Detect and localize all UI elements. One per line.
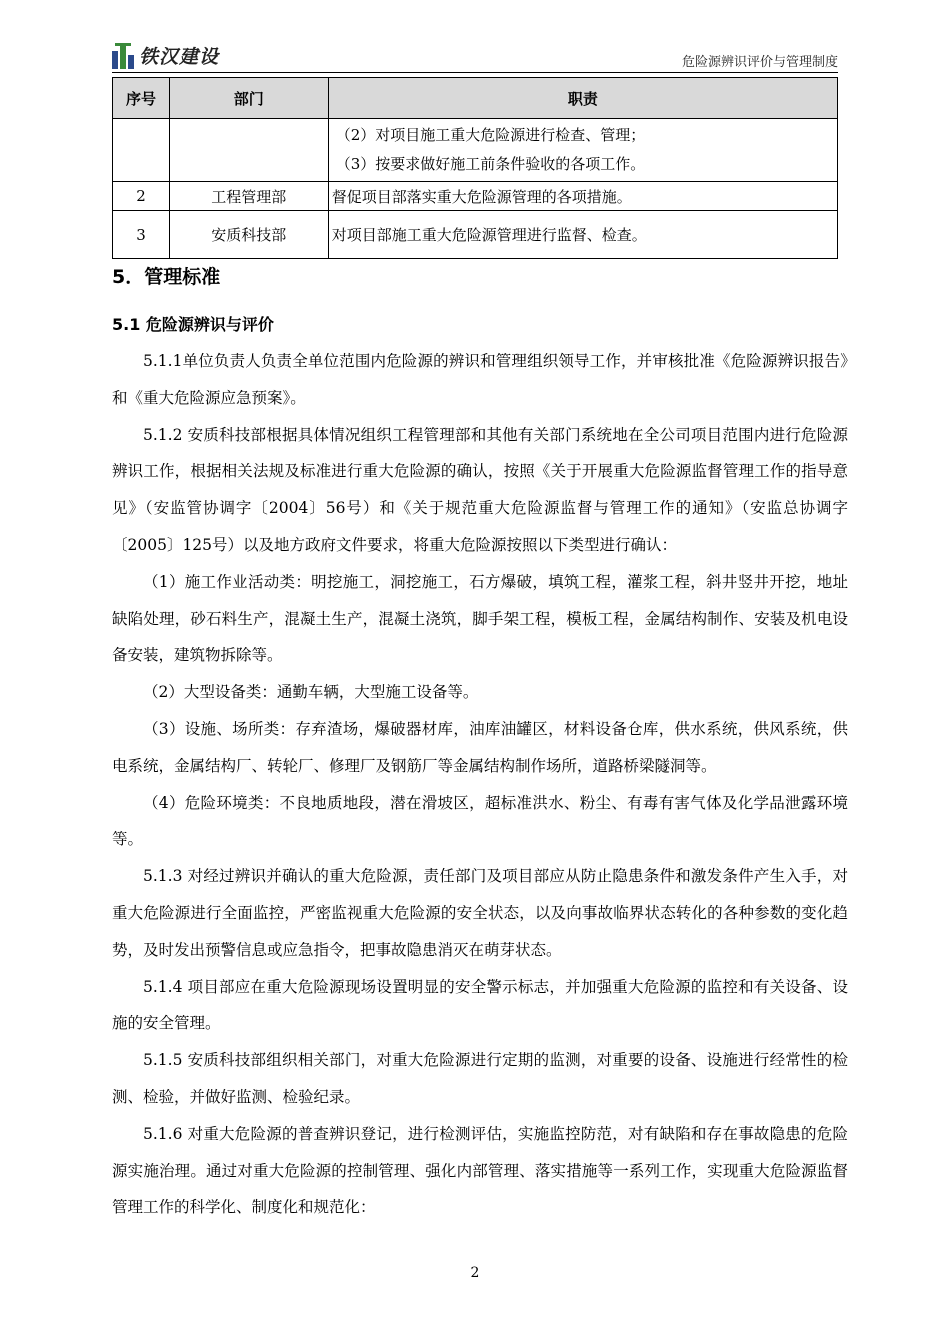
subsection-heading: 5.1 危险源辨识与评价 bbox=[112, 315, 274, 334]
duty-line: （2）对项目施工重大危险源进行检查、管理； bbox=[335, 126, 646, 144]
page-header bbox=[112, 38, 838, 73]
paragraph: （3）设施、场所类：存弃渣场，爆破器材库，油库油罐区，材料设备仓库，供水系统，供风系统，供电系统，金属结构厂、转轮厂、修理厂及钢筋厂等金属结构制作场所，道路桥梁隧洞等。 bbox=[112, 719, 848, 775]
document-title: 危险源辨识评价与管理制度 bbox=[681, 55, 838, 70]
row-no: 2 bbox=[113, 182, 170, 211]
row-no bbox=[113, 119, 170, 182]
company-logo bbox=[112, 42, 219, 69]
paragraph: （4）危险环境类：不良地质地段，潜在滑坡区，超标准洪水、粉尘、有毒有害气体及化学品泄露环境等。 bbox=[112, 793, 848, 849]
header-department: 部门 bbox=[169, 78, 328, 119]
paragraph: 5.1.6 对重大危险源的普查辨识登记，进行检测评估，实施监控防范，对有缺陷和存在事故隐患的危险源实施治理。通过对重大危险源的控制管理、强化内部管理、落实措施等一系列工作，实现重大危险源监督管理工作的科学化、制度化和规范化： bbox=[112, 1124, 848, 1217]
paragraph: 5.1.3 对经过辨识并确认的重大危险源，责任部门及项目部应从防止隐患条件和激发条件产生入手，对重大危险源进行全面监控，严密监视重大危险源的安全状态，以及向事故临界状态转化的各种参数的变化趋势，及时发出预警信息或应急指令，把事故隐患消灭在萌芽状态。 bbox=[112, 867, 848, 959]
table-header-row bbox=[113, 78, 838, 119]
row-duty bbox=[328, 119, 837, 182]
row-duty: 督促项目部落实重大危险源管理的各项措施。 bbox=[328, 182, 837, 211]
paragraph: 5.1.2 安质科技部根据具体情况组织工程管理部和其他有关部门系统地在全公司项目范围内进行危险源辨识工作，根据相关法规及标准进行重大危险源的确认，按照《关于开展重大危险源监督管理工作的指导意见》（安监管协调字〔2004〕56号）和《关于规范重大危险源监督与管理工作的通知》（安监总协调字〔2005〕125号）以及地方政府文件要求，将重大危险源按照以下类型进行确认： bbox=[112, 425, 848, 554]
responsibility-table bbox=[112, 77, 838, 259]
header-no: 序号 bbox=[113, 78, 170, 119]
row-department bbox=[169, 119, 328, 182]
table-row bbox=[113, 182, 838, 211]
paragraph: 5.1.4 项目部应在重大危险源现场设置明显的安全警示标志，并加强重大危险源的监控和有关设备、设施的安全管理。 bbox=[112, 977, 848, 1033]
logo-text: 铁汉建设 bbox=[139, 46, 220, 68]
header-duty: 职责 bbox=[328, 78, 837, 119]
body-text bbox=[112, 343, 848, 1226]
duty-line: （3）按要求做好施工前条件验收的各项工作。 bbox=[335, 155, 646, 173]
row-duty: 对项目部施工重大危险源管理进行监督、检查。 bbox=[328, 211, 837, 259]
row-no: 3 bbox=[113, 211, 170, 259]
table-row bbox=[113, 211, 838, 259]
paragraph: 5.1.5 安质科技部组织相关部门，对重大危险源进行定期的监测，对重要的设备、设施进行经常性的检测、检验，并做好监测、检验纪录。 bbox=[112, 1051, 848, 1106]
paragraph: （2）大型设备类：通勤车辆，大型施工设备等。 bbox=[143, 683, 479, 702]
paragraph: 5.1.1单位负责人负责全单位范围内危险源的辨识和管理组织领导工作，并审核批准《危险源辨识报告》和《重大危险源应急预案》。 bbox=[112, 352, 848, 407]
page-number: 2 bbox=[470, 1265, 480, 1281]
building-logo-icon bbox=[112, 43, 134, 69]
table-row bbox=[113, 119, 838, 182]
section-heading: 5．管理标准 bbox=[112, 266, 221, 288]
row-department: 工程管理部 bbox=[169, 182, 328, 211]
row-department: 安质科技部 bbox=[169, 211, 328, 259]
paragraph: （1）施工作业活动类：明挖施工，洞挖施工，石方爆破，填筑工程，灌浆工程，斜井竖井开挖，地址缺陷处理，砂石料生产，混凝土生产，混凝土浇筑，脚手架工程，模板工程，金属结构制作、安装及机电设备安装，建筑物拆除等。 bbox=[112, 572, 848, 665]
